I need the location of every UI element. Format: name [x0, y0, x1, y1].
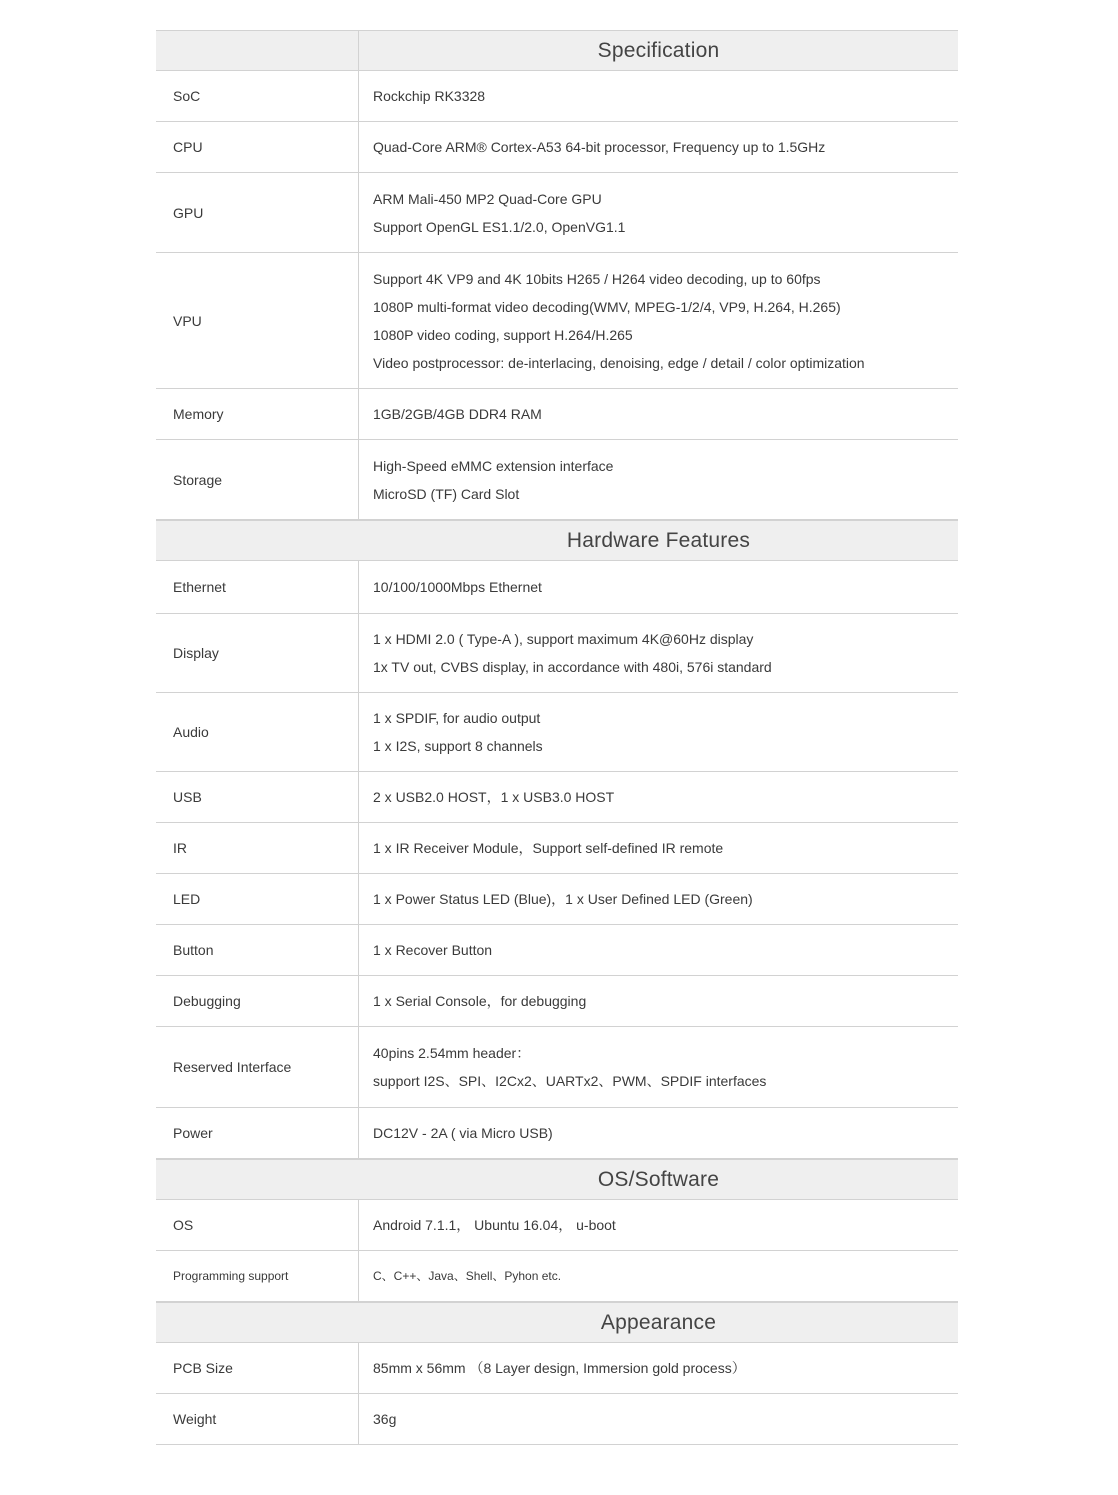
spec-value [359, 1394, 958, 1444]
spec-label: Display [156, 614, 359, 692]
spec-row-vpu [156, 253, 958, 389]
spec-value [359, 874, 958, 924]
spec-label: Power [156, 1108, 359, 1158]
spec-value-line: 1 x SPDIF, for audio output [373, 710, 541, 726]
spec-label: Ethernet [156, 561, 359, 613]
spec-value [359, 561, 958, 613]
spec-row-audio [156, 693, 958, 772]
spec-value-line: Rockchip RK3328 [373, 88, 486, 104]
spec-value [359, 173, 958, 252]
spec-value-line: Android 7.1.1， Ubuntu 16.04， u-boot [373, 1217, 616, 1233]
spec-label: Debugging [156, 976, 359, 1026]
spec-value-line: C、C++、Java、Shell、Pyhon etc. [373, 1269, 562, 1283]
section-header-specification [156, 30, 958, 71]
spec-value-line: 1 x IR Receiver Module，Support self-defined IR remote [373, 840, 724, 856]
spec-row-ir [156, 823, 958, 874]
spec-value-line: 85mm x 56mm （8 Layer design, Immersion gold process） [373, 1360, 746, 1376]
spec-label: Button [156, 925, 359, 975]
section-header-spacer [156, 31, 359, 70]
spec-row-usb [156, 772, 958, 823]
section-header-appearance [156, 1302, 958, 1343]
spec-value-line: support I2S、SPI、I2Cx2、UARTx2、PWM、SPDIF interfaces [373, 1073, 767, 1089]
spec-row-storage [156, 440, 958, 520]
section-title: Appearance [600, 1310, 717, 1334]
spec-row-button [156, 925, 958, 976]
spec-label: GPU [156, 173, 359, 252]
spec-label: Storage [156, 440, 359, 519]
spec-value-line: High-Speed eMMC extension interface [373, 457, 614, 474]
spec-row-power [156, 1108, 958, 1159]
spec-value-line: 10/100/1000Mbps Ethernet [373, 579, 542, 595]
spec-label: Reserved Interface [156, 1027, 359, 1107]
spec-value-line: Video postprocessor: de-interlacing, denoising, edge / detail / color optimization [373, 354, 865, 371]
spec-label: Memory [156, 389, 359, 439]
spec-value-line: 1 x HDMI 2.0 ( Type-A ), support maximum 4K@60Hz display [373, 631, 754, 647]
spec-row-debugging [156, 976, 958, 1027]
spec-value [359, 976, 958, 1026]
spec-value [359, 1108, 958, 1158]
spec-value [359, 253, 958, 388]
spec-value-line: 1 x Power Status LED (Blue)，1 x User Defined LED (Green) [373, 891, 753, 907]
spec-value [359, 71, 958, 121]
section-header-os-software [156, 1159, 958, 1200]
spec-value [359, 122, 958, 172]
spec-value-line: Quad-Core ARM® Cortex-A53 64-bit processor, Frequency up to 1.5GHz [373, 139, 826, 155]
spec-value-line: 2 x USB2.0 HOST，1 x USB3.0 HOST [373, 789, 615, 805]
spec-value [359, 1200, 958, 1250]
spec-table [156, 30, 958, 1445]
spec-label: OS [156, 1200, 359, 1250]
spec-row-soc [156, 71, 958, 122]
section-title: Specification [597, 38, 720, 62]
spec-value-line: Support OpenGL ES1.1/2.0, OpenVG1.1 [373, 218, 626, 235]
spec-label: CPU [156, 122, 359, 172]
spec-row-reserved-interface [156, 1027, 958, 1108]
spec-label: Programming support [156, 1251, 359, 1301]
spec-row-programming-support [156, 1251, 958, 1302]
spec-value-line: 1 x Recover Button [373, 942, 493, 958]
section-title: Hardware Features [566, 528, 751, 552]
spec-row-led [156, 874, 958, 925]
spec-label: PCB Size [156, 1343, 359, 1393]
spec-value-line: 1080P video coding, support H.264/H.265 [373, 326, 633, 343]
spec-value-line: 1 x Serial Console，for debugging [373, 993, 587, 1009]
spec-value-line: ARM Mali-450 MP2 Quad-Core GPU [373, 190, 602, 207]
spec-value-line: 36g [373, 1411, 397, 1427]
spec-row-cpu [156, 122, 958, 173]
spec-value-line: 1x TV out, CVBS display, in accordance with 480i, 576i standard [373, 659, 772, 675]
section-header-hardware-features [156, 520, 958, 561]
spec-value-line: Support 4K VP9 and 4K 10bits H265 / H264 video decoding, up to 60fps [373, 270, 821, 287]
spec-row-gpu [156, 173, 958, 253]
spec-value-line: 40pins 2.54mm header： [373, 1045, 531, 1061]
spec-value [359, 925, 958, 975]
spec-row-ethernet [156, 561, 958, 614]
spec-label: USB [156, 772, 359, 822]
spec-row-os [156, 1200, 958, 1251]
spec-label: LED [156, 874, 359, 924]
spec-value [359, 1251, 958, 1301]
spec-label: SoC [156, 71, 359, 121]
spec-row-weight [156, 1394, 958, 1445]
spec-value-line: 1080P multi-format video decoding(WMV, MPEG-1/2/4, VP9, H.264, H.265) [373, 298, 841, 315]
spec-label: IR [156, 823, 359, 873]
spec-row-pcb-size [156, 1343, 958, 1394]
spec-value [359, 440, 958, 519]
spec-value [359, 823, 958, 873]
spec-value-line: DC12V - 2A ( via Micro USB) [373, 1125, 553, 1141]
spec-row-display [156, 614, 958, 693]
section-header-spacer [156, 521, 359, 560]
spec-value [359, 614, 958, 692]
spec-value [359, 772, 958, 822]
spec-label: Weight [156, 1394, 359, 1444]
spec-label: Audio [156, 693, 359, 771]
spec-value [359, 1027, 958, 1107]
spec-value-line: 1 x I2S, support 8 channels [373, 738, 543, 754]
spec-row-memory [156, 389, 958, 440]
spec-value-line: 1GB/2GB/4GB DDR4 RAM [373, 406, 542, 422]
section-title: OS/Software [597, 1167, 720, 1191]
section-header-spacer [156, 1160, 359, 1199]
section-header-spacer [156, 1303, 359, 1342]
spec-value [359, 389, 958, 439]
spec-value-line: MicroSD (TF) Card Slot [373, 485, 520, 502]
spec-value [359, 1343, 958, 1393]
spec-value [359, 693, 958, 771]
spec-label: VPU [156, 253, 359, 388]
